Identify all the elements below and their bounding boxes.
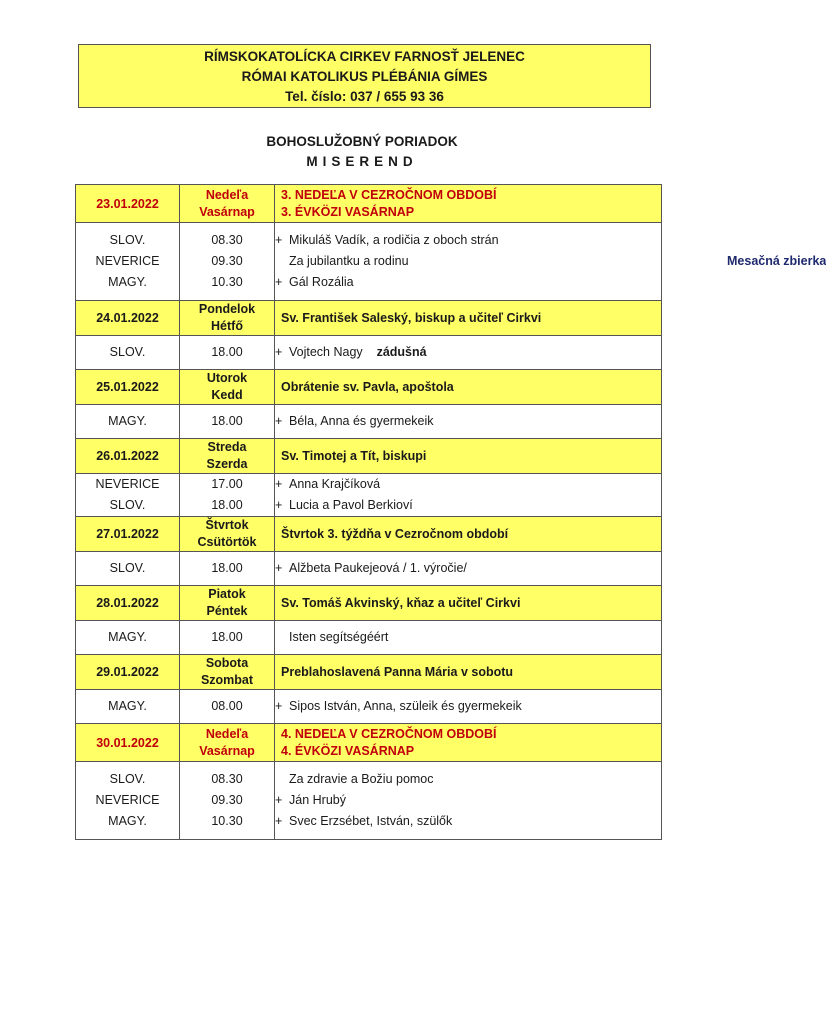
deceased-cross: + <box>275 699 283 713</box>
mass-language-cell <box>76 223 180 301</box>
intention-text: Anna Krajčíková <box>289 477 381 491</box>
day-header-row <box>76 439 662 474</box>
mass-time: 09.30 <box>211 793 243 807</box>
intention-text: Sipos István, Anna, szüleik és gyermekeik <box>289 699 522 713</box>
mass-time-cell <box>180 552 275 586</box>
deceased-cross: + <box>275 477 283 491</box>
day-name <box>180 370 275 405</box>
intention-text: Mikuláš Vadík, a rodičia z oboch strán <box>289 233 499 247</box>
mass-time: 08.00 <box>211 699 243 713</box>
mass-language: SLOV. <box>109 345 146 359</box>
mass-time-cell <box>180 474 275 517</box>
intention-text: Svec Erzsébet, István, szülők <box>289 814 453 828</box>
intention-text: Lucia a Pavol Berkioví <box>289 498 413 512</box>
mass-row <box>76 621 662 655</box>
deceased-cross: + <box>275 814 283 828</box>
mass-language: NEVERICE <box>95 793 160 807</box>
mass-language-cell <box>76 552 180 586</box>
day-header-row <box>76 185 662 223</box>
day-name-hu: Szerda <box>206 457 248 471</box>
mass-language: NEVERICE <box>95 254 160 268</box>
mass-time-cell <box>180 621 275 655</box>
mass-time: 18.00 <box>211 414 243 428</box>
deceased-cross: + <box>275 275 283 289</box>
intention-text: Alžbeta Paukejeová / 1. výročie/ <box>289 561 467 575</box>
intention-text: Za zdravie a Božiu pomoc <box>289 772 434 786</box>
day-name-hu: Hétfő <box>211 319 243 333</box>
mass-intention <box>275 790 661 811</box>
day-name-hu: Vasárnap <box>199 204 255 219</box>
parish-header <box>78 44 651 108</box>
mass-intention-cell <box>275 405 662 439</box>
mass-intention-cell <box>275 690 662 724</box>
feast-cell <box>275 370 662 405</box>
mass-intention <box>275 811 661 832</box>
mass-time-cell <box>180 690 275 724</box>
mass-time: 18.00 <box>211 345 243 359</box>
day-name-sk: Utorok <box>206 371 248 385</box>
mass-language: NEVERICE <box>95 477 160 491</box>
intention-text: Ján Hrubý <box>289 793 346 807</box>
deceased-cross: + <box>275 793 283 807</box>
day-name-sk: Pondelok <box>198 302 256 316</box>
day-name-sk: Piatok <box>208 587 246 601</box>
day-header-row <box>76 586 662 621</box>
mass-language-cell <box>76 336 180 370</box>
deceased-cross: + <box>275 561 283 575</box>
feast-cell <box>275 586 662 621</box>
parish-name-sk: RÍMSKOKATOLÍCKA CIRKEV FARNOSŤ JELENEC <box>204 49 525 64</box>
schedule-title: BOHOSLUŽOBNÝ PORIADOK <box>266 134 458 149</box>
mass-row <box>76 690 662 724</box>
feast-title: Sv. František Saleský, biskup a učiteľ Cirkvi <box>281 310 542 325</box>
mass-intention <box>275 251 826 272</box>
mass-intention <box>275 272 661 293</box>
mass-language-cell <box>76 690 180 724</box>
mass-language: MAGY. <box>108 414 147 428</box>
mass-intention <box>275 474 661 495</box>
mass-intention <box>275 769 661 790</box>
mass-row <box>76 223 662 301</box>
day-name <box>180 439 275 474</box>
day-name <box>180 586 275 621</box>
mass-language-cell <box>76 405 180 439</box>
mass-time: 10.30 <box>211 814 243 828</box>
mass-time-cell <box>180 405 275 439</box>
day-header-row <box>76 370 662 405</box>
mass-schedule-table <box>75 184 826 840</box>
mass-language: MAGY. <box>108 699 147 713</box>
mass-language: SLOV. <box>109 561 146 575</box>
day-name <box>180 724 275 762</box>
mass-intention <box>275 342 661 363</box>
day-name-hu: Péntek <box>206 604 248 618</box>
feast-title: Preblahoslavená Panna Mária v sobotu <box>281 664 514 679</box>
feast-title: Sv. Timotej a Tít, biskupi <box>281 448 427 463</box>
intention-text: Isten segítségéért <box>289 630 389 644</box>
mass-intention-cell <box>275 552 662 586</box>
mass-row <box>76 336 662 370</box>
feast-cell <box>275 517 662 552</box>
mass-time-cell <box>180 762 275 840</box>
feast-title: 3. NEDEĽA V CEZROČNOM OBDOBÍ <box>281 187 497 202</box>
mass-language: MAGY. <box>108 630 147 644</box>
mass-row <box>76 405 662 439</box>
intention-text: Vojtech Nagy <box>289 345 363 359</box>
day-date: 24.01.2022 <box>76 301 180 336</box>
intention-tag: zádušná <box>376 345 427 359</box>
mass-time: 09.30 <box>211 254 243 268</box>
mass-intention <box>275 627 661 648</box>
mass-language: SLOV. <box>109 498 146 512</box>
day-name <box>180 185 275 223</box>
mass-language-cell <box>76 762 180 840</box>
day-name-sk: Štvrtok <box>205 518 249 532</box>
day-header-row <box>76 655 662 690</box>
mass-intention-cell <box>275 336 662 370</box>
day-name <box>180 301 275 336</box>
feast-cell <box>275 655 662 690</box>
feast-cell <box>275 724 662 762</box>
mass-intention <box>275 495 661 516</box>
deceased-cross: + <box>275 233 283 247</box>
mass-time: 08.30 <box>211 233 243 247</box>
mass-time: 18.00 <box>211 561 243 575</box>
feast-title: Štvrtok 3. týždňa v Cezročnom období <box>281 526 509 541</box>
mass-language: SLOV. <box>109 772 146 786</box>
day-name-hu: Csütörtök <box>197 535 257 549</box>
day-date: 29.01.2022 <box>76 655 180 690</box>
day-header-row <box>76 724 662 762</box>
mass-time-cell <box>180 223 275 301</box>
day-name-sk: Nedeľa <box>205 726 249 741</box>
intention-text: Gál Rozália <box>289 275 354 289</box>
mass-time: 18.00 <box>211 498 243 512</box>
mass-language: MAGY. <box>108 814 147 828</box>
feast-title: Sv. Tomáš Akvinský, kňaz a učiteľ Cirkvi <box>281 595 521 610</box>
feast-title: Obrátenie sv. Pavla, apoštola <box>281 379 454 394</box>
deceased-cross: + <box>275 345 283 359</box>
day-name <box>180 655 275 690</box>
feast-title: 4. NEDEĽA V CEZROČNOM OBDOBÍ <box>281 726 497 741</box>
day-header-row <box>76 517 662 552</box>
day-name-sk: Nedeľa <box>205 187 249 202</box>
day-date: 26.01.2022 <box>76 439 180 474</box>
deceased-cross: + <box>275 414 283 428</box>
mass-time: 10.30 <box>211 275 243 289</box>
day-name-sk: Streda <box>207 440 247 454</box>
mass-intention <box>275 230 661 251</box>
day-name <box>180 517 275 552</box>
collection-note: Mesačná zbierka <box>727 254 826 268</box>
mass-intention-cell <box>275 223 826 301</box>
parish-phone: Tel. číslo: 037 / 655 93 36 <box>285 89 444 104</box>
day-name-sk: Sobota <box>205 656 249 670</box>
mass-intention <box>275 696 661 717</box>
mass-row <box>76 552 662 586</box>
mass-language-cell <box>76 621 180 655</box>
day-date: 23.01.2022 <box>76 185 180 223</box>
day-name-hu: Szombat <box>200 673 254 687</box>
mass-language: SLOV. <box>109 233 146 247</box>
schedule-subtitle: MISEREND <box>306 154 418 169</box>
day-name-hu: Kedd <box>211 388 243 402</box>
mass-time: 17.00 <box>211 477 243 491</box>
mass-intention-cell <box>275 474 662 517</box>
day-date: 27.01.2022 <box>76 517 180 552</box>
feast-title-hu: 3. ÉVKÖZI VASÁRNAP <box>281 204 415 219</box>
feast-title-hu: 4. ÉVKÖZI VASÁRNAP <box>281 743 415 758</box>
feast-cell <box>275 301 662 336</box>
mass-row <box>76 762 662 840</box>
intention-text: Za jubilantku a rodinu <box>289 254 409 268</box>
day-date: 25.01.2022 <box>76 370 180 405</box>
mass-language: MAGY. <box>108 275 147 289</box>
mass-intention <box>275 558 661 579</box>
mass-intention-cell <box>275 762 662 840</box>
mass-intention <box>275 411 661 432</box>
day-date: 28.01.2022 <box>76 586 180 621</box>
intention-text: Béla, Anna és gyermekeik <box>289 414 434 428</box>
mass-time: 18.00 <box>211 630 243 644</box>
feast-cell <box>275 439 662 474</box>
mass-intention-cell <box>275 621 662 655</box>
mass-row <box>76 474 662 517</box>
day-header-row <box>76 301 662 336</box>
day-name-hu: Vasárnap <box>199 743 255 758</box>
mass-time-cell <box>180 336 275 370</box>
mass-language-cell <box>76 474 180 517</box>
mass-time: 08.30 <box>211 772 243 786</box>
parish-name-hu: RÓMAI KATOLIKUS PLÉBÁNIA GÍMES <box>241 69 488 84</box>
feast-cell <box>275 185 662 223</box>
day-date: 30.01.2022 <box>76 724 180 762</box>
deceased-cross: + <box>275 498 283 512</box>
